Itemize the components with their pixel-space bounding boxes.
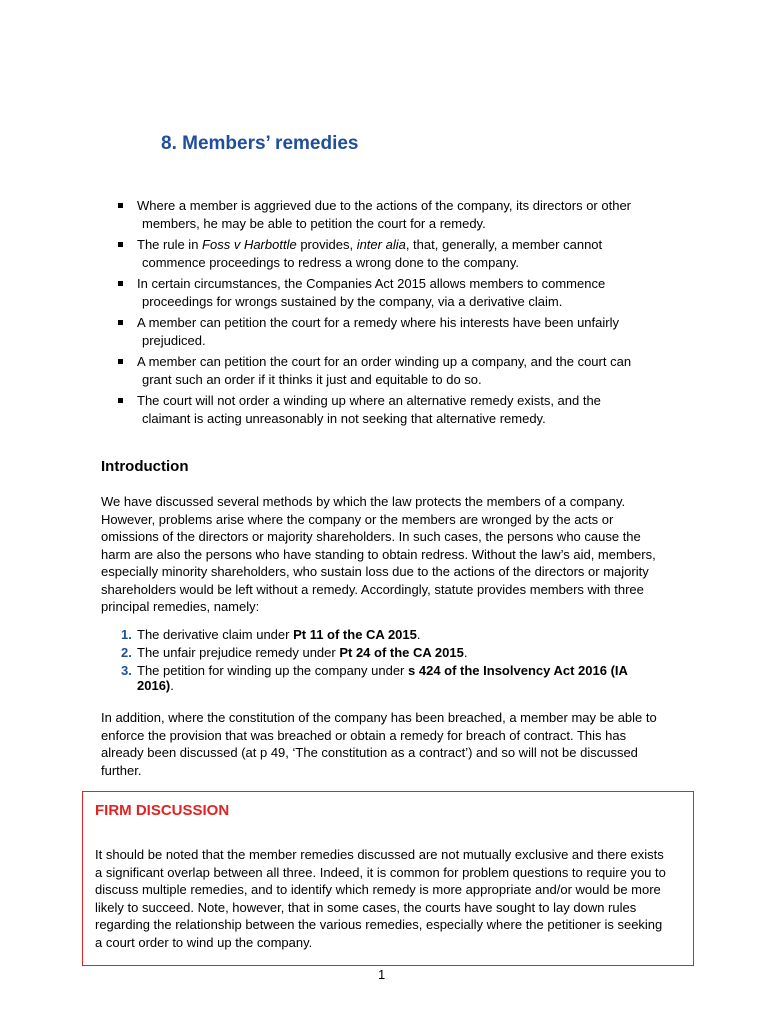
summary-point-line: grant such an order if it thinks it just and equitable to do so. <box>142 371 482 387</box>
list-number: 2. <box>121 645 132 660</box>
remedy-item <box>121 627 661 642</box>
summary-list <box>118 197 658 431</box>
summary-point-line: Where a member is aggrieved due to the actions of the company, its directors or other <box>137 198 631 213</box>
summary-point <box>118 314 658 349</box>
statute-reference: s 424 of the Insolvency Act 2016 (IA 2016) <box>137 663 628 693</box>
firm-discussion-title: FIRM DISCUSSION <box>95 802 230 819</box>
summary-point-line: claimant is acting unreasonably in not seeking that alternative remedy. <box>142 410 546 426</box>
summary-point-line: A member can petition the court for a remedy where his interests have been unfairly <box>137 315 619 330</box>
statute-reference: Pt 11 of the CA 2015 <box>293 627 417 642</box>
case-name: Foss v Harbottle <box>202 237 297 252</box>
summary-point <box>118 392 658 427</box>
remedy-text: The unfair prejudice remedy under <box>137 645 340 660</box>
text-fragment: . <box>416 627 421 642</box>
square-bullet-icon <box>118 242 123 247</box>
summary-point-line: In certain circumstances, the Companies Act 2015 allows members to commence <box>137 276 606 291</box>
remedy-item <box>121 645 661 660</box>
summary-point <box>118 197 658 232</box>
summary-point <box>118 236 658 271</box>
square-bullet-icon <box>118 281 123 286</box>
square-bullet-icon <box>118 359 123 364</box>
summary-point <box>118 275 658 310</box>
summary-point-line: The court will not order a winding up where an alternative remedy exists, and the <box>137 393 601 408</box>
page-number: 1 <box>378 967 386 982</box>
chapter-title: 8. Members’ remedies <box>161 133 359 154</box>
list-number: 3. <box>121 663 132 678</box>
summary-point-line: members, he may be able to petition the court for a remedy. <box>142 215 486 231</box>
introduction-paragraph: We have discussed several methods by which the law protects the members of a company. However, problems arise where the company or the members are wronged by the acts or omissions of the directors or majority shareholders. In such cases, the persons who cause the harm are also the persons who have standing to obtain redress. Without the law’s aid, members, especially minority shareholders, who sustain loss due to the actions of the directors or majority shareholders would be left without a remedy. Accordingly, statute provides members with three principal remedies, namely: <box>101 494 656 614</box>
summary-point-line: A member can petition the court for an order winding up a company, and the court can <box>137 354 632 369</box>
firm-discussion-box <box>82 791 694 966</box>
remedy-item <box>121 663 661 693</box>
summary-point-line: commence proceedings to redress a wrong done to the company. <box>142 254 519 270</box>
square-bullet-icon <box>118 398 123 403</box>
square-bullet-icon <box>118 203 123 208</box>
text-fragment: . <box>170 678 174 693</box>
text-fragment: . <box>463 645 468 660</box>
firm-discussion-text: It should be noted that the member remedies discussed are not mutually exclusive and there exists a significant overlap between all three. Indeed, it is common for problem questions to require you to discuss multiple remedies, and to identify which remedy is more appropriate and/or would be more likely to succeed. Note, however, that in some cases, the courts have sought to lay down rules regarding the relationship between the various remedies, especially where the petitioner is seeking a court order to wind up the company. <box>95 847 666 950</box>
remedy-list <box>121 627 661 696</box>
remedy-text: The petition for winding up the company under <box>137 663 409 678</box>
summary-point-line: proceedings for wrongs sustained by the company, via a derivative claim. <box>142 293 563 309</box>
summary-point-text <box>137 237 602 252</box>
section-heading-introduction: Introduction <box>101 458 189 475</box>
remedy-text: The derivative claim under <box>137 627 294 642</box>
text-fragment: provides, <box>296 237 357 252</box>
summary-point <box>118 353 658 388</box>
text-fragment: The rule in <box>137 237 203 252</box>
list-number: 1. <box>121 627 132 642</box>
latin-term: inter alia <box>356 237 406 252</box>
statute-reference: Pt 24 of the CA 2015 <box>339 645 464 660</box>
square-bullet-icon <box>118 320 123 325</box>
text-fragment: , that, generally, a member cannot <box>405 237 603 252</box>
summary-point-line: prejudiced. <box>142 332 206 348</box>
constitution-breach-paragraph: In addition, where the constitution of the company has been breached, a member may be able to enforce the provision that was breached or obtain a remedy for breach of contract. This has already been discussed (at p 49, ‘The constitution as a contract’) and so will not be discussed further. <box>101 710 657 778</box>
